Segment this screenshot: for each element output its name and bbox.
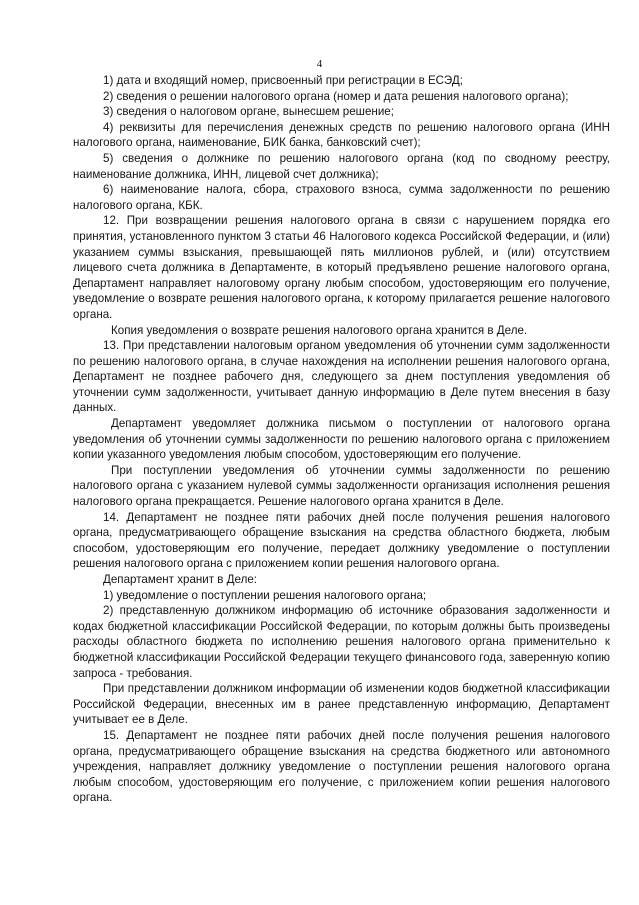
paragraph: Копия уведомления о возврате решения налогового органа хранится в Деле.	[111, 323, 528, 337]
list-item: 5) сведения о должнике по решению налогового органа (код по сводному реестру, наименование должника, ИНН, лицевой счет должника);	[73, 151, 610, 181]
paragraph-15: 15. Департамент не позднее пяти рабочих дней после получения решения налогового органа, предусматривающего обращение взыскания на средства бюджетного или автономного учреждения, направляет должнику уведомление о поступлении решения налогового органа любым способом, удостоверяющим его получение, с приложением копии решения налогового органа.	[73, 728, 610, 805]
list-item: 1) дата и входящий номер, присвоенный при регистрации в ЕСЭД;	[103, 74, 463, 87]
list-item: 4) реквизиты для перечисления денежных средств по решению налогового органа (ИНН налогового органа, наименование, БИК банка, банковский счет);	[73, 120, 610, 150]
paragraph: Департамент хранит в Деле:	[103, 573, 258, 586]
paragraph-12: 12. При возвращении решения налогового органа в связи с нарушением порядка его принятия, установленного пунктом 3 статьи 46 Налогового кодекса Российской Федерации, и (или) указанием суммы взыскания, превышающей пять миллионов рублей, и (или) отсутствием лицевого счета должника в Департаменте, в который предъявлено решение налогового органа, Департамент направляет налоговому органу любым способом, удостоверяющим его получение, уведомление о возврате решения налогового органа, к которому прилагается решение налогового органа.	[73, 214, 610, 321]
document-body	[73, 73, 610, 806]
paragraph-13: 13. При представлении налоговым органом уведомления об уточнении сумм задолженности по решению налогового органа, в случае нахождения на исполнении решения налогового органа, Департамент не позднее рабочего дня, следующего за днем поступления уведомления об уточнении сумм задолженности, учитывает данную информацию в Деле путем внесения в базу данных.	[73, 339, 610, 415]
paragraph: При представлении должником информации об изменении кодов бюджетной классификации Российской Федерации, внесенных им в ранее представленную информацию, Департамент учитывает ее в Деле.	[73, 682, 610, 727]
paragraph: Департамент уведомляет должника письмом о поступлении от налогового органа уведомления об уточнении суммы задолженности по решению налогового органа с приложением копии указанного уведомления любым способом, удостоверяющим его получение.	[73, 417, 610, 462]
list-item: 2) сведения о решении налогового органа (номер и дата решения налогового органа);	[103, 89, 569, 103]
list-item: 6) наименование налога, сбора, страхового взноса, сумма задолженности по решению налогового органа, КБК.	[73, 183, 610, 212]
paragraph: При поступлении уведомления об уточнении суммы задолженности по решению налогового органа с указанием нулевой суммы задолженности организация исполнения решения налогового органа прекращается. Решение налогового органа хранится в Деле.	[73, 463, 610, 509]
list-item: 1) уведомление о поступлении решения налогового органа;	[103, 588, 427, 602]
paragraph-14: 14. Департамент не позднее пяти рабочих дней после получения решения налогового органа, предусматривающего обращение взыскания на средства областного бюджета, любым способом, удостоверяющим его получение, передает должнику уведомление о поступлении решения налогового органа с приложением копии решения налогового органа.	[73, 510, 610, 571]
list-item: 2) представленную должником информацию об источнике образования задолженности и кодах бюджетной классификации Российской Федерации, по которым должны быть произведены расходы областного бюджета по исполнению решения налогового органа применительно к бюджетной классификации Российской Федерации текущего финансового года, заверенную копию запроса - требования.	[73, 604, 610, 680]
list-item: 3) сведения о налоговом органе, вынесшем решение;	[103, 105, 394, 119]
page-number: 4	[316, 58, 323, 70]
